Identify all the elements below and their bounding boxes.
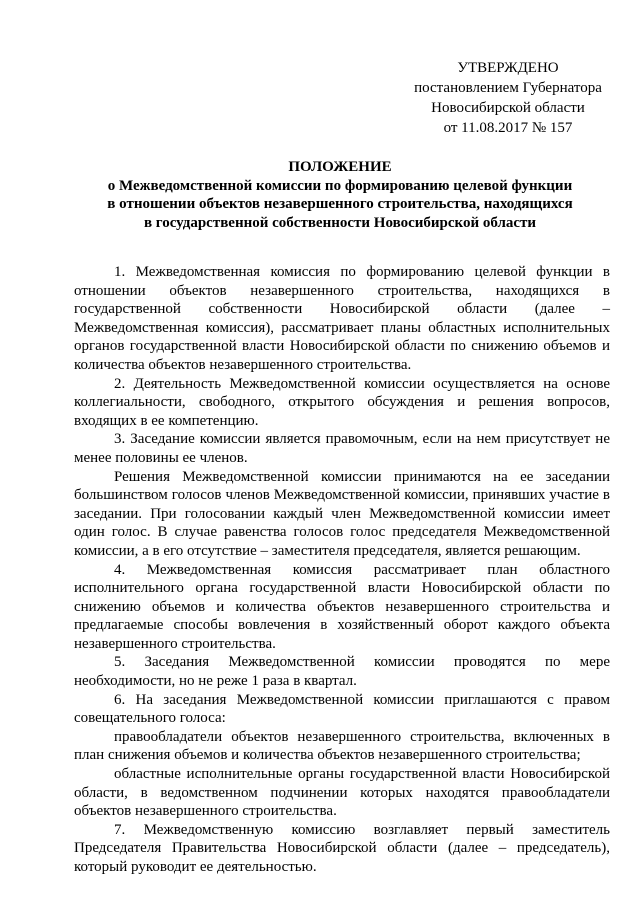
title-line-2: о Межведомственной комиссии по формированию целевой функции	[107, 177, 573, 194]
paragraph-6: 6. На заседания Межведомственной комиссии приглашаются с правом совещательного голоса:	[74, 691, 610, 727]
paragraph-6-item-2: областные исполнительные органы государственной власти Новосибирской области, в ведомственном подчинении которых находятся правообладатели объектов незавершенного строительства.	[74, 766, 610, 820]
approval-line-approved: УТВЕРЖДЕНО	[457, 60, 559, 76]
approval-stamp	[398, 58, 618, 138]
document-title	[70, 158, 610, 232]
paragraph-3: 3. Заседание комиссии является правомочным, если на нем присутствует не менее половины ее членов.	[74, 431, 610, 466]
title-line-1: ПОЛОЖЕНИЕ	[288, 159, 392, 175]
approval-line-decree: постановлением Губернатора	[414, 80, 602, 96]
document-body	[74, 263, 610, 877]
paragraph-7: 7. Межведомственную комиссию возглавляет первый заместитель Председателя Правительства Новосибирской области (далее – председатель), который руководит ее деятельностью.	[74, 821, 610, 875]
paragraph-4: 4. Межведомственная комиссия рассматривает план областного исполнительного органа государственной власти Новосибирской области по снижению объемов и количества объектов незавершенного строительства и предлагаемые способы вовлечения в хозяйственный оборот каждого объекта незавершенного строительства.	[74, 561, 610, 652]
approval-line-region: Новосибирской области	[431, 100, 585, 116]
title-line-4: в государственной собственности Новосибирской области	[143, 214, 537, 231]
approval-line-date-number: от 11.08.2017 № 157	[443, 120, 573, 136]
paragraph-5: 5. Заседания Межведомственной комиссии проводятся по мере необходимости, но не реже 1 раза в квартал.	[74, 654, 610, 690]
paragraph-2: 2. Деятельность Межведомственной комиссии осуществляется на основе коллегиальности, свободного, открытого обсуждения и решения вопросов, входящих в ее компетенцию.	[74, 375, 610, 429]
paragraph-6-item-1: правообладатели объектов незавершенного строительства, включенных в план снижения объемов и количества объектов незавершенного строительства;	[74, 728, 610, 764]
paragraph-1: 1. Межведомственная комиссия по формированию целевой функции в отношении объектов незавершенного строительства, находящихся в государственной собственности Новосибирской области (далее – Межведомственная комиссия), рассматривает планы областных исполнительных органов государственной власти Новосибирской области по снижению объемов и количества объектов незавершенного строительства.	[74, 264, 610, 373]
paragraph-3-decisions: Решения Межведомственной комиссии принимаются на ее заседании большинством голосов членов Межведомственной комиссии, принявших участие в заседании. При голосовании каждый член Межведомственной комиссии имеет один голос. В случае равенства голосов голос председателя Межведомственной комиссии, а в его отсутствие – заместителя председателя, является решающим.	[74, 468, 610, 559]
title-line-3: в отношении объектов незавершенного строительства, находящихся	[107, 196, 573, 212]
